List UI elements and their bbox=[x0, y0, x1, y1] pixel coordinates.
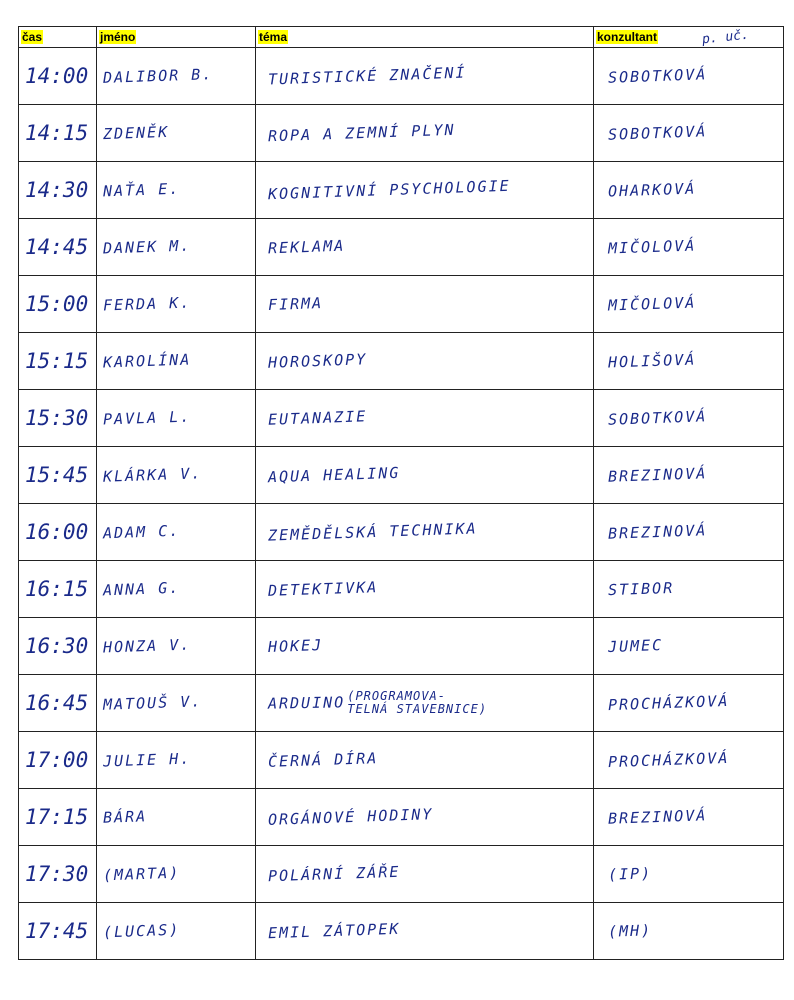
header-consultant: konzultant bbox=[594, 27, 784, 48]
name-cell: ZDENĚK bbox=[97, 105, 256, 162]
consultant-cell: OHARKOVÁ bbox=[594, 162, 784, 219]
table-row bbox=[19, 846, 784, 903]
name-cell: BÁRA bbox=[97, 789, 256, 846]
consultant-cell: STIBOR bbox=[594, 561, 784, 618]
time-cell: 16:45 bbox=[19, 675, 97, 732]
time-cell: 15:15 bbox=[19, 333, 97, 390]
name-cell: DANEK M. bbox=[97, 219, 256, 276]
consultant-cell: JUMEC bbox=[594, 618, 784, 675]
header-topic: téma bbox=[256, 27, 594, 48]
schedule-sheet bbox=[18, 26, 783, 972]
consultant-cell: MIČOLOVÁ bbox=[594, 276, 784, 333]
name-cell: JULIE H. bbox=[97, 732, 256, 789]
name-cell: ADAM C. bbox=[97, 504, 256, 561]
time-cell: 15:30 bbox=[19, 390, 97, 447]
topic-cell: REKLAMA bbox=[256, 219, 594, 276]
table-row bbox=[19, 732, 784, 789]
consultant-cell: SOBOTKOVÁ bbox=[594, 105, 784, 162]
name-cell: KLÁRKA V. bbox=[97, 447, 256, 504]
time-cell: 14:45 bbox=[19, 219, 97, 276]
table-row bbox=[19, 561, 784, 618]
consultant-cell: BREZINOVÁ bbox=[594, 447, 784, 504]
consultant-cell: BREZINOVÁ bbox=[594, 789, 784, 846]
name-cell: PAVLA L. bbox=[97, 390, 256, 447]
consultant-cell: (MH) bbox=[594, 903, 784, 960]
topic-cell bbox=[256, 675, 594, 732]
topic-cell: ZEMĚDĚLSKÁ TECHNIKA bbox=[256, 504, 594, 561]
topic-main: ARDUINO bbox=[267, 692, 346, 713]
topic-cell: POLÁRNÍ ZÁŘE bbox=[256, 846, 594, 903]
time-cell: 17:45 bbox=[19, 903, 97, 960]
header-name: jméno bbox=[97, 27, 256, 48]
name-cell: ANNA G. bbox=[97, 561, 256, 618]
time-cell: 17:15 bbox=[19, 789, 97, 846]
time-cell: 16:30 bbox=[19, 618, 97, 675]
table-row bbox=[19, 276, 784, 333]
topic-cell: DETEKTIVKA bbox=[256, 561, 594, 618]
time-cell: 14:15 bbox=[19, 105, 97, 162]
topic-cell: ORGÁNOVÉ HODINY bbox=[256, 789, 594, 846]
table-row bbox=[19, 447, 784, 504]
header-row bbox=[19, 27, 784, 48]
name-cell: NAŤA E. bbox=[97, 162, 256, 219]
table-row bbox=[19, 48, 784, 105]
table-row bbox=[19, 333, 784, 390]
time-cell: 14:00 bbox=[19, 48, 97, 105]
name-cell: (LUCAS) bbox=[97, 903, 256, 960]
consultant-cell: MIČOLOVÁ bbox=[594, 219, 784, 276]
table-row bbox=[19, 903, 784, 960]
schedule-table bbox=[18, 26, 784, 960]
name-cell: (MARTA) bbox=[97, 846, 256, 903]
topic-cell: ČERNÁ DÍRA bbox=[256, 732, 594, 789]
consultant-note: p. uč. bbox=[701, 27, 750, 48]
time-cell: 17:00 bbox=[19, 732, 97, 789]
table-row bbox=[19, 789, 784, 846]
topic-cell: KOGNITIVNÍ PSYCHOLOGIE bbox=[256, 162, 594, 219]
table-row bbox=[19, 219, 784, 276]
topic-cell: HOKEJ bbox=[256, 618, 594, 675]
consultant-cell: PROCHÁZKOVÁ bbox=[594, 732, 784, 789]
time-cell: 14:30 bbox=[19, 162, 97, 219]
time-cell: 15:45 bbox=[19, 447, 97, 504]
topic-cell: TURISTICKÉ ZNAČENÍ bbox=[256, 48, 594, 105]
table-row bbox=[19, 105, 784, 162]
consultant-cell: BREZINOVÁ bbox=[594, 504, 784, 561]
name-cell: MATOUŠ V. bbox=[97, 675, 256, 732]
topic-note: (PROGRAMOVA- TELNÁ STAVEBNICE) bbox=[347, 689, 488, 716]
time-cell: 16:00 bbox=[19, 504, 97, 561]
consultant-cell: HOLIŠOVÁ bbox=[594, 333, 784, 390]
table-row bbox=[19, 675, 784, 732]
topic-cell: HOROSKOPY bbox=[256, 333, 594, 390]
name-cell: DALIBOR B. bbox=[97, 48, 256, 105]
time-cell: 16:15 bbox=[19, 561, 97, 618]
topic-cell: EUTANAZIE bbox=[256, 390, 594, 447]
header-time: čas bbox=[19, 27, 97, 48]
table-row bbox=[19, 504, 784, 561]
table-row bbox=[19, 162, 784, 219]
topic-cell: EMIL ZÁTOPEK bbox=[256, 903, 594, 960]
consultant-cell: PROCHÁZKOVÁ bbox=[594, 675, 784, 732]
consultant-cell: (IP) bbox=[594, 846, 784, 903]
consultant-cell: SOBOTKOVÁ bbox=[594, 390, 784, 447]
topic-cell: FIRMA bbox=[256, 276, 594, 333]
consultant-cell: SOBOTKOVÁ bbox=[594, 48, 784, 105]
time-cell: 15:00 bbox=[19, 276, 97, 333]
name-cell: HONZA V. bbox=[97, 618, 256, 675]
name-cell: KAROLÍNA bbox=[97, 333, 256, 390]
table-row bbox=[19, 390, 784, 447]
name-cell: FERDA K. bbox=[97, 276, 256, 333]
time-cell: 17:30 bbox=[19, 846, 97, 903]
topic-cell: ROPA A ZEMNÍ PLYN bbox=[256, 105, 594, 162]
table-row bbox=[19, 618, 784, 675]
topic-cell: AQUA HEALING bbox=[256, 447, 594, 504]
